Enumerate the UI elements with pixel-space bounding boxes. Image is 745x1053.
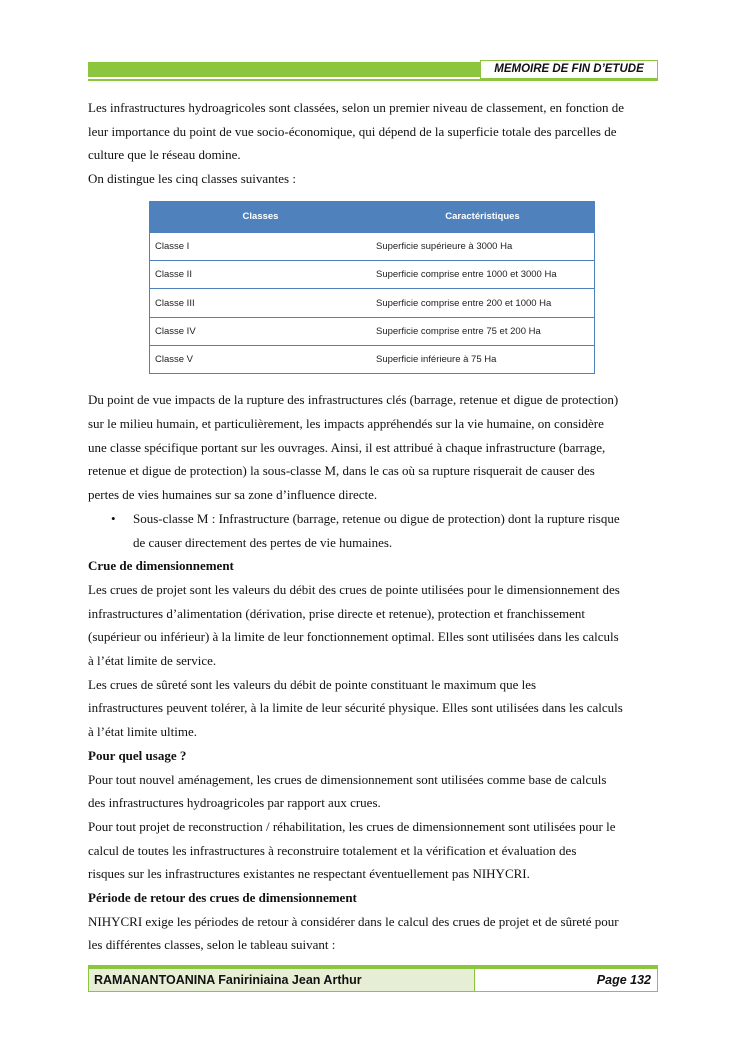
periode-heading: Période de retour des crues de dimensionnement: [88, 890, 357, 906]
crue-projet-line: infrastructures d’alimentation (dérivation, prise directe et retenue), protection et franchissement: [88, 605, 586, 621]
footer-author: RAMANANTOANINA Faniriniaina Jean Arthur: [89, 969, 475, 991]
impacts-line: pertes de vies humaines sur sa zone d’influence directe.: [88, 487, 378, 503]
periode-line: NIHYCRI exige les périodes de retour à considérer dans le calcul des crues de projet et de sûreté pour: [88, 913, 619, 929]
intro-line: Les infrastructures hydroagricoles sont classées, selon un premier niveau de classement, en fonction de: [88, 100, 625, 115]
footer-page-number: Page 132: [596, 973, 651, 987]
table-cell-characteristic: Superficie comprise entre 75 et 200 Ha: [371, 317, 595, 345]
impacts-line: retenue et digue de protection) la sous-classe M, dans le cas où sa rupture risquerait de causer des: [88, 463, 595, 479]
header-green-bar: [88, 62, 480, 77]
table-row: [150, 232, 595, 260]
table-row: [150, 289, 595, 317]
classes-table: [149, 201, 595, 374]
intro-line: culture que le réseau domine.: [88, 147, 241, 163]
table-cell-class: Classe II: [150, 261, 372, 289]
intro-classes-line: On distingue les cinq classes suivantes :: [88, 171, 296, 187]
usage-reconstruction-line: calcul de toutes les infrastructures à reconstruire totalement et la vérification et évaluation des: [88, 842, 577, 858]
table-cell-class: Classe IV: [150, 317, 372, 345]
usage-nouvel-line: Pour tout nouvel aménagement, les crues de dimensionnement sont utilisées comme base de calculs: [88, 771, 607, 787]
crue-heading: Crue de dimensionnement: [88, 558, 234, 574]
table-cell-characteristic: Superficie comprise entre 200 et 1000 Ha: [371, 289, 595, 317]
table-cell-class: Classe V: [150, 346, 372, 374]
crue-surete-line: infrastructures peuvent tolérer, à la limite de leur sécurité physique. Elles sont utilisées dans les calculs: [88, 700, 623, 716]
header-title: MEMOIRE DE FIN D’ETUDE: [480, 60, 658, 81]
table-row: [150, 261, 595, 289]
table-cell-characteristic: Superficie inférieure à 75 Ha: [371, 346, 595, 374]
usage-heading: Pour quel usage ?: [88, 747, 187, 763]
bullet-text-line: Sous-classe M : Infrastructure (barrage, retenue ou digue de protection) dont la rupture risque: [133, 510, 620, 526]
table-header-caracteristiques: Caractéristiques: [371, 201, 595, 232]
usage-nouvel-line: des infrastructures hydroagricoles par rapport aux crues.: [88, 795, 381, 811]
crue-surete-line: à l’état limite ultime.: [88, 724, 198, 740]
table-header-row: [150, 201, 595, 232]
table-cell-characteristic: Superficie comprise entre 1000 et 3000 Ha: [371, 261, 595, 289]
bullet-text-line: de causer directement des pertes de vie humaines.: [133, 534, 393, 550]
impacts-line: Du point de vue impacts de la rupture des infrastructures clés (barrage, retenue et digue de protection): [88, 392, 619, 408]
classes-table-wrapper: [149, 201, 597, 374]
crue-projet-line: à l’état limite de service.: [88, 653, 217, 669]
table-cell-characteristic: Superficie supérieure à 3000 Ha: [371, 232, 595, 260]
table-header-classes: Classes: [150, 201, 372, 232]
table-cell-class: Classe I: [150, 232, 372, 260]
impacts-line: une classe spécifique portant sur les ouvrages. Ainsi, il est attribué à chaque infrastructure (barrage,: [88, 439, 606, 455]
crue-projet-line: Les crues de projet sont les valeurs du débit des crues de pointe utilisées pour le dimensionnement des: [88, 581, 620, 597]
periode-line: les différentes classes, selon le tableau suivant :: [88, 937, 336, 953]
table-row: [150, 346, 595, 374]
crue-projet-line: (supérieur ou inférieur) à la limite de leur fonctionnement optimal. Elles sont utilisées dans les calculs: [88, 629, 619, 645]
usage-reconstruction-line: Pour tout projet de reconstruction / réhabilitation, les crues de dimensionnement sont utilisées pour le: [88, 818, 616, 834]
crue-surete-line: Les crues de sûreté sont les valeurs du débit de pointe constituant le maximum que les: [88, 676, 537, 692]
bullet-continuation: [88, 531, 660, 555]
bullet-item: [88, 507, 660, 531]
impacts-line: sur le milieu humain, et particulièrement, les impacts appréhendés sur la vie humaine, on considère: [88, 416, 604, 431]
header-rule: [88, 79, 658, 81]
document-body: [88, 96, 660, 957]
table-cell-class: Classe III: [150, 289, 372, 317]
usage-reconstruction-line: risques sur les infrastructures existantes ne respectant éventuellement pas NIHYCRI.: [88, 866, 530, 882]
page-footer: [88, 968, 658, 992]
intro-line: leur importance du point de vue socio-économique, qui dépend de la superficie totale des parcelles de: [88, 123, 617, 139]
table-row: [150, 317, 595, 345]
page-header: [88, 60, 658, 79]
bullet-dot-icon: •: [111, 510, 116, 526]
